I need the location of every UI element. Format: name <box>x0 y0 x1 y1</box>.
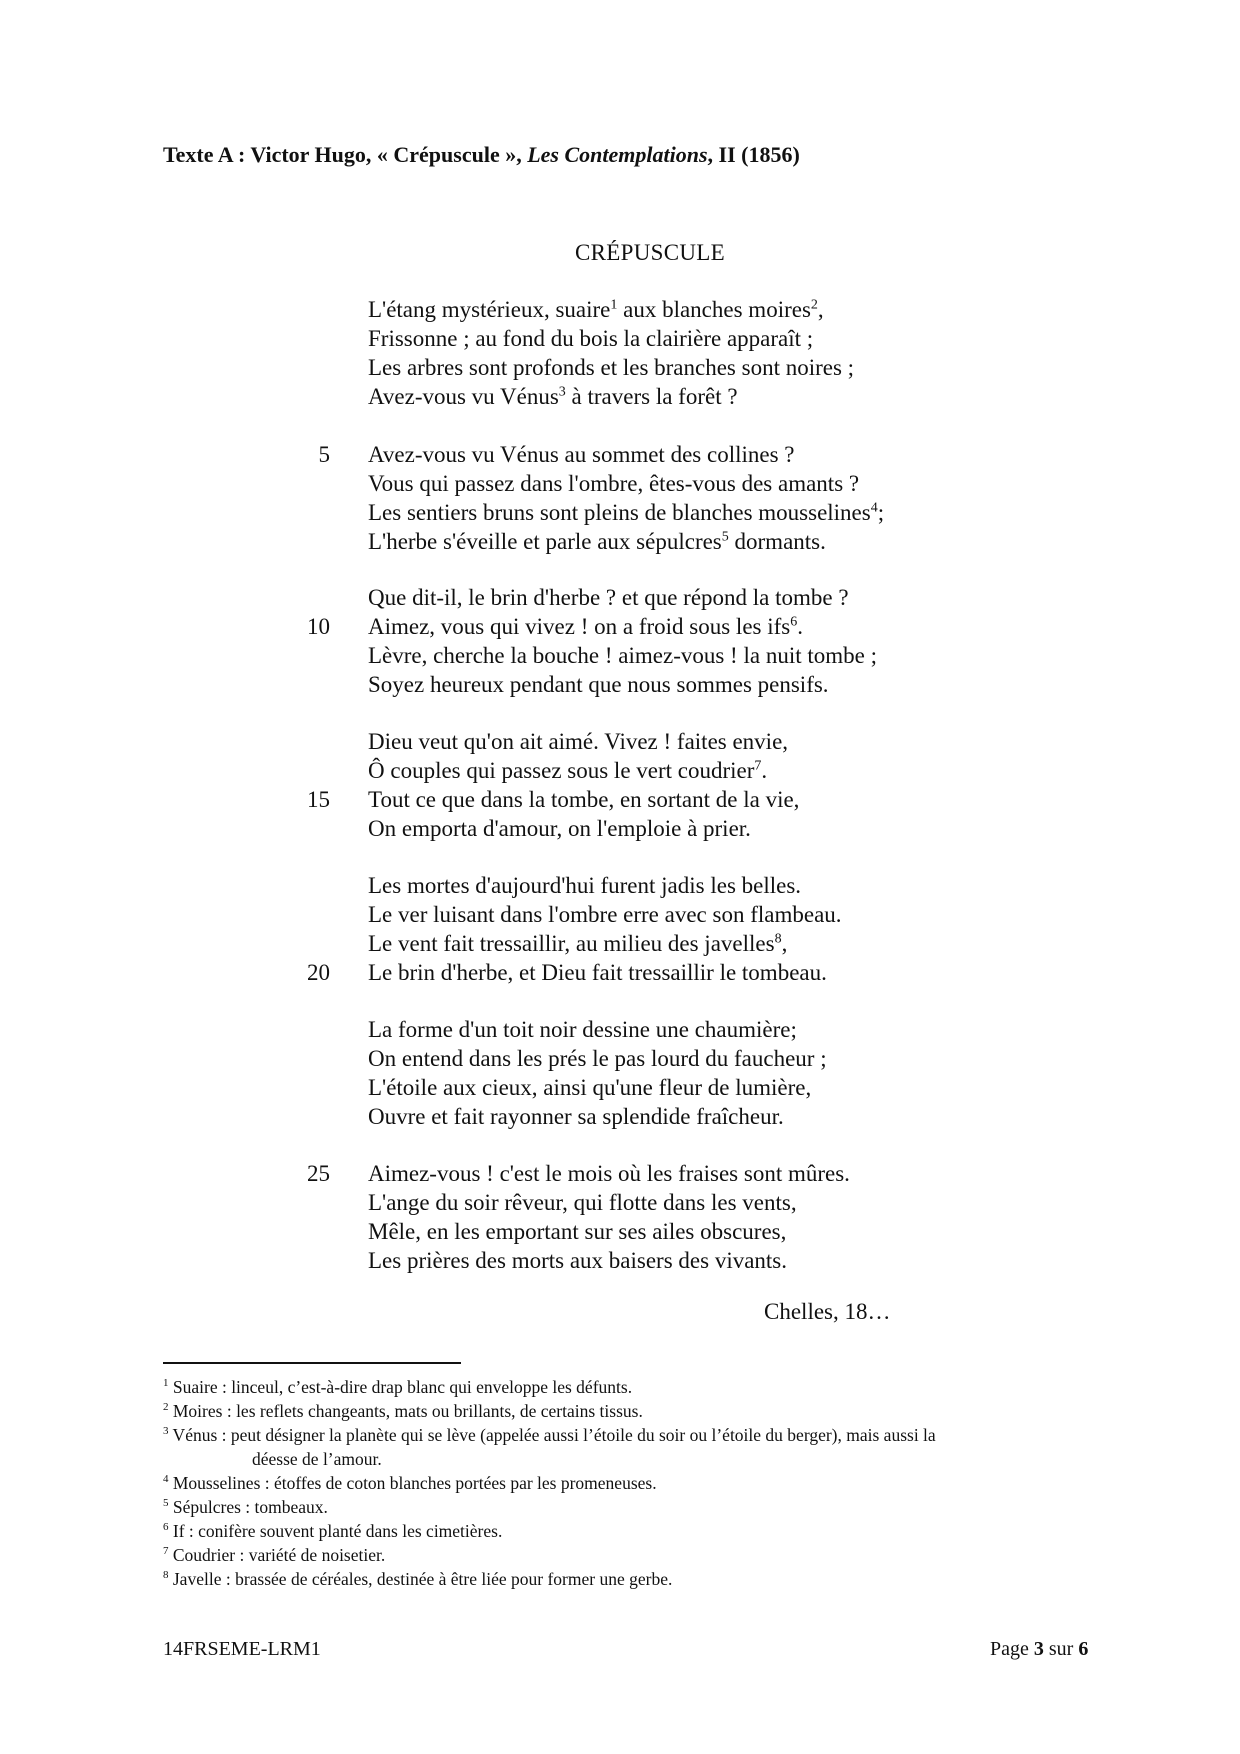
poem-signature: Chelles, 18… <box>764 1299 891 1324</box>
poem-line: Lèvre, cherche la bouche ! aimez-vous ! la nuit tombe ; <box>368 643 877 668</box>
footnote: $^1$ Suaire : linceul, c’est-à-dire drap blanc qui enveloppe les défunts. <box>163 1377 633 1397</box>
footnote-divider <box>163 1362 461 1364</box>
footnote-continuation: déesse de l’amour. <box>252 1449 382 1469</box>
poem-line: La forme d'un toit noir dessine une chaumière; <box>368 1017 797 1042</box>
footnote: $^5$ Sépulcres : tombeaux. <box>163 1497 328 1517</box>
poem-line: L'ange du soir rêveur, qui flotte dans les vents, <box>368 1190 797 1215</box>
text-heading: Texte A : Victor Hugo, « Crépuscule », Les Contemplations, II (1856) <box>163 142 800 167</box>
poem-line: Le ver luisant dans l'ombre erre avec son flambeau. <box>368 902 842 927</box>
poem-line: On emporta d'amour, on l'emploie à prier. <box>368 816 751 841</box>
footnote: $^7$ Coudrier : variété de noisetier. <box>163 1545 386 1565</box>
poem-line: Vous qui passez dans l'ombre, êtes-vous des amants ? <box>368 471 860 496</box>
poem-line: Les arbres sont profonds et les branches sont noires ; <box>368 355 855 380</box>
poem-line: Mêle, en les emportant sur ses ailes obscures, <box>368 1219 787 1244</box>
footnote: $^6$ If : conifère souvent planté dans les cimetières. <box>163 1521 503 1541</box>
poem-line: Avez-vous vu Vénus$^3$ à travers la forêt ? <box>368 384 738 409</box>
line-number: 20 <box>307 960 330 985</box>
line-number: 15 <box>307 787 330 812</box>
poem-line: Que dit-il, le brin d'herbe ? et que répond la tombe ? <box>368 585 849 610</box>
poem-line: Ouvre et fait rayonner sa splendide fraîcheur. <box>368 1104 784 1129</box>
document-code: 14FRSEME-LRM1 <box>163 1638 321 1660</box>
poem-line: Dieu veut qu'on ait aimé. Vivez ! faites envie, <box>368 729 789 754</box>
poem-line: Les prières des morts aux baisers des vivants. <box>368 1248 788 1273</box>
page-indicator: Page 3 sur 6 <box>990 1638 1089 1660</box>
poem-line: Le vent fait tressaillir, au milieu des javelles$^8$, <box>368 931 788 956</box>
poem-line: L'herbe s'éveille et parle aux sépulcres$^5$ dormants. <box>368 529 826 554</box>
poem-line: Les mortes d'aujourd'hui furent jadis les belles. <box>368 873 802 898</box>
poem-line: Avez-vous vu Vénus au sommet des collines ? <box>368 442 795 467</box>
poem-line: Aimez-vous ! c'est le mois où les fraises sont mûres. <box>368 1161 850 1186</box>
poem-line: Tout ce que dans la tombe, en sortant de la vie, <box>368 787 800 812</box>
poem-line: Frissonne ; au fond du bois la clairière apparaît ; <box>368 326 814 351</box>
poem-line: Soyez heureux pendant que nous sommes pensifs. <box>368 672 829 697</box>
poem-line: Ô couples qui passez sous le vert coudrier$^7$. <box>368 758 768 783</box>
footnote: $^4$ Mousselines : étoffes de coton blanches portées par les promeneuses. <box>163 1473 657 1493</box>
poem-line: Le brin d'herbe, et Dieu fait tressaillir le tombeau. <box>368 960 827 985</box>
footnote: $^2$ Moires : les reflets changeants, mats ou brillants, de certains tissus. <box>163 1401 643 1421</box>
work-title: Les Contemplations <box>527 142 708 167</box>
poem-line: On entend dans les prés le pas lourd du faucheur ; <box>368 1046 827 1071</box>
line-number: 10 <box>307 614 330 639</box>
poem-line: L'étang mystérieux, suaire$^1$ aux blanches moires$^2$, <box>368 297 824 322</box>
poem-line: Les sentiers bruns sont pleins de blanches mousselines$^4$; <box>368 500 885 525</box>
poem-title: CRÉPUSCULE <box>575 240 725 265</box>
line-number: 5 <box>318 442 330 467</box>
footnote: $^3$ Vénus : peut désigner la planète qui se lève (appelée aussi l’étoile du soir ou l’étoile du berger), mais aussi la <box>163 1425 936 1445</box>
poem-line: L'étoile aux cieux, ainsi qu'une fleur de lumière, <box>368 1075 812 1100</box>
line-number: 25 <box>307 1161 330 1186</box>
poem-line: Aimez, vous qui vivez ! on a froid sous les ifs$^6$. <box>368 614 803 639</box>
footnote: $^8$ Javelle : brassée de céréales, destinée à être liée pour former une gerbe. <box>163 1569 673 1589</box>
